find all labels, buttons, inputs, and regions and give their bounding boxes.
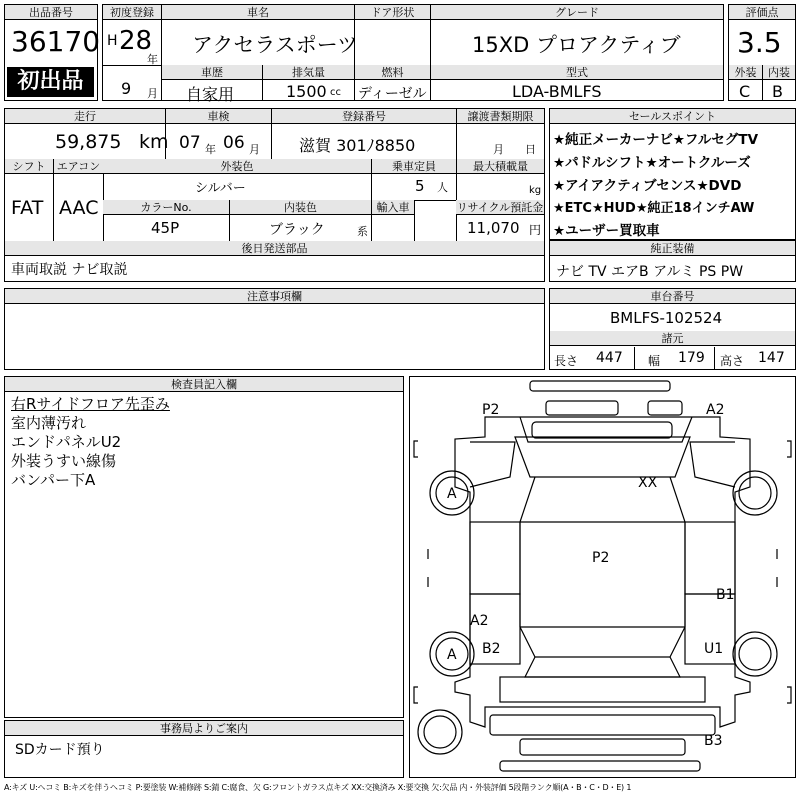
sales-points-box (549, 108, 796, 240)
damage-mark: P2 (592, 550, 610, 566)
car-name-value: アクセラスポーツ (192, 33, 358, 57)
int-grade: B (772, 82, 783, 101)
chassis-number: BMLFS-102524 (610, 309, 723, 327)
roof (520, 477, 685, 657)
import-label: 輸入車 (371, 200, 414, 215)
damage-mark: A2 (470, 613, 489, 629)
office-box (4, 720, 404, 778)
front-bumper-bar (530, 381, 670, 391)
grade-label: グレード (430, 5, 723, 20)
recycle-label: リサイクル預託金 (456, 201, 544, 214)
mileage-label: 走行 (5, 109, 165, 124)
inspection-year-unit: 年 (205, 143, 216, 156)
color-no-label: カラーNo. (103, 200, 229, 215)
sales-point-line: ★ユーザー買取車 (553, 223, 660, 239)
equipment-value: ナビ TV エアB アルミ PS PW (556, 264, 744, 280)
transfer-label: 譲渡書類期限 (456, 109, 544, 124)
height-value: 147 (758, 350, 785, 366)
recycle-value: 11,070 (467, 219, 520, 237)
damage-mark: A (447, 647, 457, 663)
int-label: 内装 (762, 65, 795, 80)
car-diagram-svg (410, 377, 795, 777)
first-listing-badge: 初出品 (7, 67, 94, 97)
int-color-label: 内装色 (229, 200, 371, 215)
damage-mark: A (447, 486, 457, 502)
mileage-unit: km (139, 131, 169, 153)
transfer-day-unit: 日 (525, 143, 536, 156)
damage-mark: B3 (704, 733, 723, 749)
aircon-value: AAC (59, 197, 99, 219)
car-name-label: 車名 (162, 5, 354, 20)
displacement-label: 排気量 (262, 65, 354, 80)
sales-point-line: ★純正メーカーナビ★フルセグTV (553, 132, 759, 148)
ext-grade: C (739, 82, 751, 101)
capacity-unit: 人 (437, 181, 448, 194)
sales-points-label: セールスポイント (550, 109, 795, 124)
equipment-box (549, 240, 796, 282)
inspector-label: 検査員記入欄 (5, 377, 403, 392)
chassis-box (549, 288, 796, 370)
front-grille-right (648, 401, 682, 415)
rear-bumper (490, 715, 715, 735)
body-outline (455, 417, 750, 727)
width-label: 幅 (648, 354, 661, 368)
aircon-label: エアコン (53, 159, 103, 174)
score-label: 評価点 (729, 5, 795, 20)
reg-number-label: 登録番号 (271, 109, 456, 124)
int-color-unit: 系 (357, 225, 368, 238)
inspection-month-unit: 月 (249, 143, 260, 156)
width-value: 179 (678, 350, 705, 366)
inspection-month: 06 (223, 133, 245, 153)
history-value: 自家用 (186, 85, 235, 104)
inspector-remark: 室内薄汚れ (11, 414, 87, 432)
first-reg-year: 28 (119, 26, 153, 56)
height-label: 高さ (720, 354, 745, 368)
front-grille (546, 401, 618, 415)
damage-legend: A:キズ U:ヘコミ B:キズを伴うヘコミ P:要塗装 W:補修跡 S:錆 C:腐食、欠 G:フロントガラス点キズ XX:交換済み X:要交換 欠:欠品 内・外装評価 5段階ランク順(A・B・C・D・E) 1 (4, 783, 632, 792)
notes-label: 注意事項欄 (5, 289, 544, 304)
displacement-unit: cc (330, 87, 341, 98)
fuel-label: 燃料 (354, 65, 430, 80)
equipment-label: 純正装備 (550, 241, 795, 256)
chassis-label: 車台番号 (550, 289, 795, 304)
office-value: SDカード預り (15, 742, 105, 758)
grade-value: 15XD プロアクティブ (472, 33, 681, 57)
history-label: 車歴 (162, 65, 262, 80)
inspector-box (4, 376, 404, 718)
fuel-value: ディーゼル (358, 86, 427, 102)
inspector-remark: 外装うすい線傷 (11, 452, 117, 470)
later-parts-value: 車両取説 ナビ取説 (11, 262, 128, 278)
score-box (728, 4, 796, 101)
length-label: 長さ (554, 354, 579, 368)
main-spec-box (161, 4, 724, 104)
capacity-label: 乗車定員 (371, 159, 456, 174)
lot-box (4, 4, 101, 101)
first-reg-year-unit: 年 (147, 53, 158, 66)
first-reg-month: 9 (121, 79, 132, 98)
first-reg-era: H (107, 33, 118, 49)
capacity-value: 5 (415, 177, 425, 195)
mileage-value: 59,875 (55, 131, 122, 153)
reg-number-value: 滋賀 301ﾉ8850 (299, 136, 416, 155)
damage-mark: P2 (482, 402, 500, 418)
inspector-remark: バンパー下A (11, 471, 96, 489)
lot-label: 出品番号 (5, 5, 97, 20)
shift-value: FAT (11, 197, 44, 219)
displacement-value: 1500 (286, 82, 327, 101)
lot-number: 36170 (11, 25, 101, 58)
inspection-label: 車検 (165, 109, 271, 124)
length-value: 447 (596, 350, 623, 366)
dims-label: 諸元 (550, 331, 795, 346)
inspector-remark: 右Rサイドフロア先歪み (11, 395, 170, 413)
score-value: 3.5 (737, 26, 782, 59)
recycle-unit: 円 (529, 223, 542, 237)
damage-mark: U1 (704, 641, 724, 657)
windshield (515, 437, 690, 477)
transfer-month-unit: 月 (493, 143, 504, 156)
first-reg-box (102, 4, 162, 101)
damage-mark: XX (638, 475, 658, 491)
car-diagram (409, 376, 796, 778)
sales-point-line: ★パドルシフト★オートクルーズ (553, 155, 751, 171)
details-box (4, 108, 545, 282)
office-label: 事務局よりご案内 (5, 721, 403, 736)
notes-box (4, 288, 545, 370)
color-no-value: 45P (151, 219, 180, 237)
inspector-remark: エンドパネルU2 (11, 433, 122, 451)
ext-color-value: シルバー (195, 181, 246, 196)
later-parts-label: 後日発送部品 (5, 241, 544, 256)
inspection-year: 07 (179, 133, 201, 153)
ext-label: 外装 (729, 65, 762, 80)
sales-point-line: ★アイアクティブセンス★DVD (553, 178, 742, 194)
damage-mark: A2 (706, 402, 725, 418)
first-reg-label: 初度登録 (103, 5, 161, 20)
shift-label: シフト (5, 159, 53, 174)
damage-mark: B1 (716, 587, 735, 603)
sales-point-line: ★ETC★HUD★純正18インチAW (553, 201, 755, 216)
max-load-unit: kg (529, 185, 542, 196)
int-color-value: ブラック (269, 222, 325, 238)
damage-mark: B2 (482, 641, 501, 657)
model-type-label: 型式 (430, 65, 723, 80)
model-type-value: LDA-BMLFS (512, 82, 602, 101)
door-type-label: ドア形状 (354, 5, 430, 20)
max-load-label: 最大積載量 (456, 159, 544, 174)
ext-color-label: 外装色 (103, 159, 371, 174)
first-reg-month-unit: 月 (147, 87, 158, 100)
